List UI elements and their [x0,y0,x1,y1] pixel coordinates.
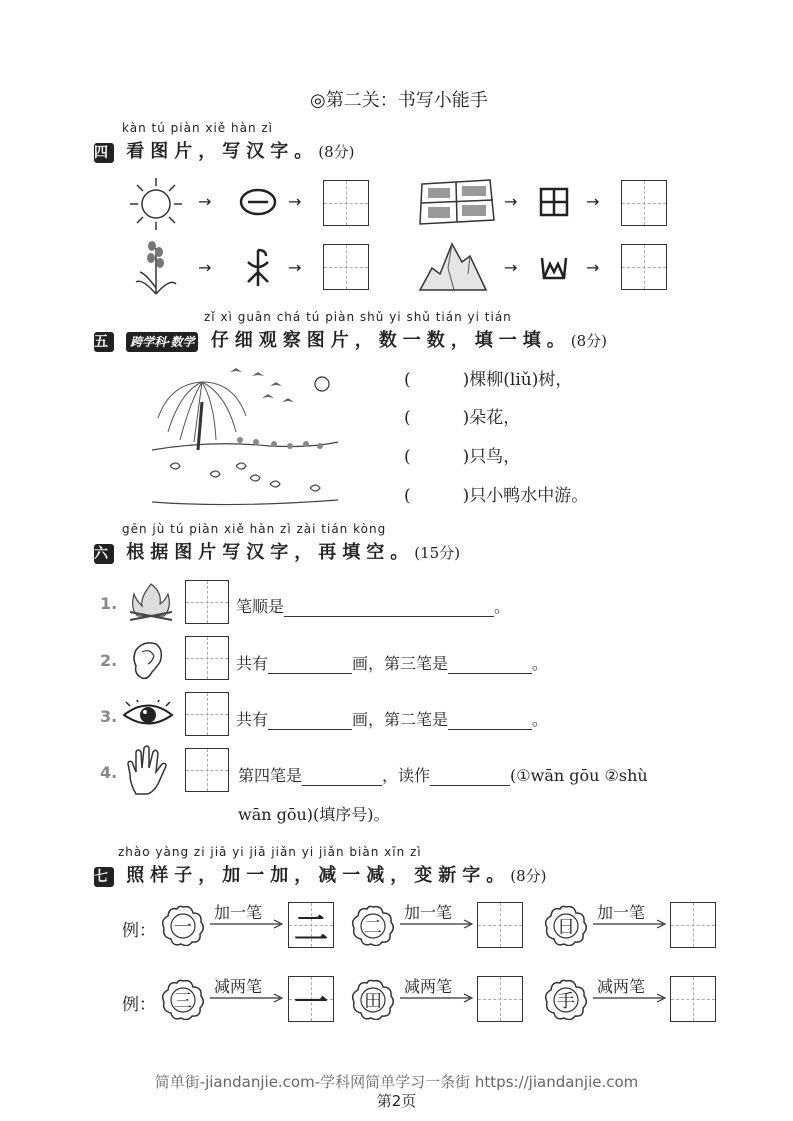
example-char: 一 [174,917,192,938]
q7-score: (8分) [510,867,547,885]
item-number: 1. [100,594,118,613]
willow-pond-image [150,362,340,508]
q6-item-4-text [238,763,648,786]
option-text: (①wān gōu ②shù [510,766,648,785]
item-number: 4. [100,763,118,782]
answer-blank[interactable] [448,657,532,674]
eye-image [122,700,174,730]
prompt-text: ，读作 [382,766,431,785]
paren-open: ( [404,408,411,428]
answer-grid[interactable] [185,580,229,624]
op-label: 加一笔 [214,903,263,922]
q4-header [94,137,355,163]
answer-grid[interactable] [477,902,523,948]
page-title: ◎第二关：书写小能手 [310,90,488,111]
answer-grid[interactable] [670,976,716,1022]
paren-open: ( [404,370,411,390]
rice-plant-image [132,238,180,296]
ancient-he-glyph-icon [244,246,272,288]
arrow-icon: → [198,192,212,211]
ancient-tian-glyph-icon [538,186,570,218]
sun-image [128,176,184,232]
arrow-icon: → [504,258,518,277]
item-number: 2. [100,651,118,670]
item-number: 3. [100,707,118,726]
op-label: 减两笔 [597,977,646,996]
answer-grid[interactable] [185,692,229,736]
answer-grid[interactable] [185,636,229,680]
example-answer-grid [288,902,334,948]
q5-line-3 [404,442,520,467]
answer-grid[interactable] [670,902,716,948]
op-label: 加一笔 [597,903,646,922]
arrow-icon: → [504,192,518,211]
source-char: 手 [557,991,575,1012]
example-answer-char: 二 [294,908,328,949]
answer-blank[interactable] [302,769,382,786]
paren-open: ( [404,447,411,467]
op-label: 减两笔 [214,977,263,996]
q5-line-4 [404,481,588,506]
q7-header [94,861,547,887]
example-answer-grid [288,976,334,1022]
q7-badge: 七 [94,869,114,885]
answer-blank[interactable] [284,600,494,617]
prompt-text: 共有 [236,654,269,673]
arrow-icon: → [288,258,302,277]
page-number: 第2页 [376,1092,417,1110]
q6-item-4-text-line2: wān gōu)(填序号)。 [238,805,390,824]
fire-image [126,580,176,624]
mountain-image [418,238,488,292]
op-label: 加一笔 [404,903,453,922]
q5-header [94,326,607,352]
line-text: )棵柳(liǔ)树， [462,370,573,390]
source-char: 日 [557,917,575,938]
q6-header [94,538,460,564]
q5-title: 仔细观察图片，数一数，填一填。 [210,330,571,351]
q6-pinyin: gēn jù tú piàn xiě hàn zì zài tián kòng [122,522,387,536]
q6-badge: 六 [94,546,114,562]
answer-grid[interactable] [185,748,229,792]
arrow-icon: → [586,258,600,277]
arrow-icon: → [586,192,600,211]
q6-score: (15分) [414,544,461,562]
arrow-icon: → [288,192,302,211]
answer-grid[interactable] [477,976,523,1022]
prompt-text: 画，第二笔是 [352,710,449,729]
q7-pinyin: zhào yàng zi jiā yi jiā jiǎn yi jiǎn biàn xīn zì [118,845,422,859]
q6-item-2-text [236,651,548,674]
answer-blank[interactable] [430,769,510,786]
example-label: 例： [122,995,156,1015]
answer-grid[interactable] [323,180,369,226]
field-image [416,176,496,228]
ancient-ri-glyph-icon [238,186,278,218]
long-arrow-icon [593,918,667,930]
source-char: 二 [364,917,382,938]
q7-title: 照样子，加一加，减一减，变新字。 [126,865,511,886]
answer-grid[interactable] [323,244,369,290]
example-char: 三 [174,991,192,1012]
period-text: 。 [532,654,549,673]
example-answer-char: 一 [294,982,328,1023]
answer-blank[interactable] [268,657,352,674]
long-arrow-icon [400,918,474,930]
arrow-icon: → [198,258,212,277]
period-text: 。 [532,710,549,729]
ancient-shan-glyph-icon [538,252,570,282]
q6-title: 根据图片写汉字，再填空。 [126,542,415,563]
long-arrow-icon [210,992,284,1004]
footer-watermark: 简单街-jiandanjie.com-学科网简单学习一条街 https://jiandanjie.com [154,1073,639,1091]
prompt-text: 笔顺是 [236,597,285,616]
q5-badge: 五 [94,334,114,350]
prompt-text: 共有 [236,710,269,729]
example-label: 例： [122,921,156,941]
q4-title: 看图片，写汉字。 [126,141,319,162]
source-char: 田 [364,991,382,1012]
answer-blank[interactable] [268,713,352,730]
paren-open: ( [404,486,411,506]
cross-subject-badge: 跨学科·数学 [126,332,198,352]
period-text: 。 [494,597,511,616]
q6-item-1-text [236,594,510,617]
q4-score: (8分) [318,143,355,161]
long-arrow-icon [210,918,284,930]
ear-image [128,638,168,682]
q5-line-1 [404,365,572,390]
prompt-text: 第四笔是 [238,766,303,785]
op-label: 减两笔 [404,977,453,996]
line-text: )只鸟， [462,447,521,467]
hand-image [124,744,170,796]
q5-score: (8分) [570,332,607,350]
answer-blank[interactable] [448,713,532,730]
q4-pinyin: kàn tú piàn xiě hàn zì [122,121,274,135]
line-text: )只小鸭水中游。 [462,486,589,506]
q5-pinyin: zǐ xì guān chá tú piàn shǔ yi shǔ tián yi tián [204,310,512,324]
answer-grid[interactable] [621,244,667,290]
prompt-text: 画，第三笔是 [352,654,449,673]
long-arrow-icon [593,992,667,1004]
answer-grid[interactable] [621,180,667,226]
q4-badge: 四 [94,145,114,161]
long-arrow-icon [400,992,474,1004]
line-text: )朵花， [462,408,521,428]
q5-line-2 [404,403,520,428]
q6-item-3-text [236,707,548,730]
